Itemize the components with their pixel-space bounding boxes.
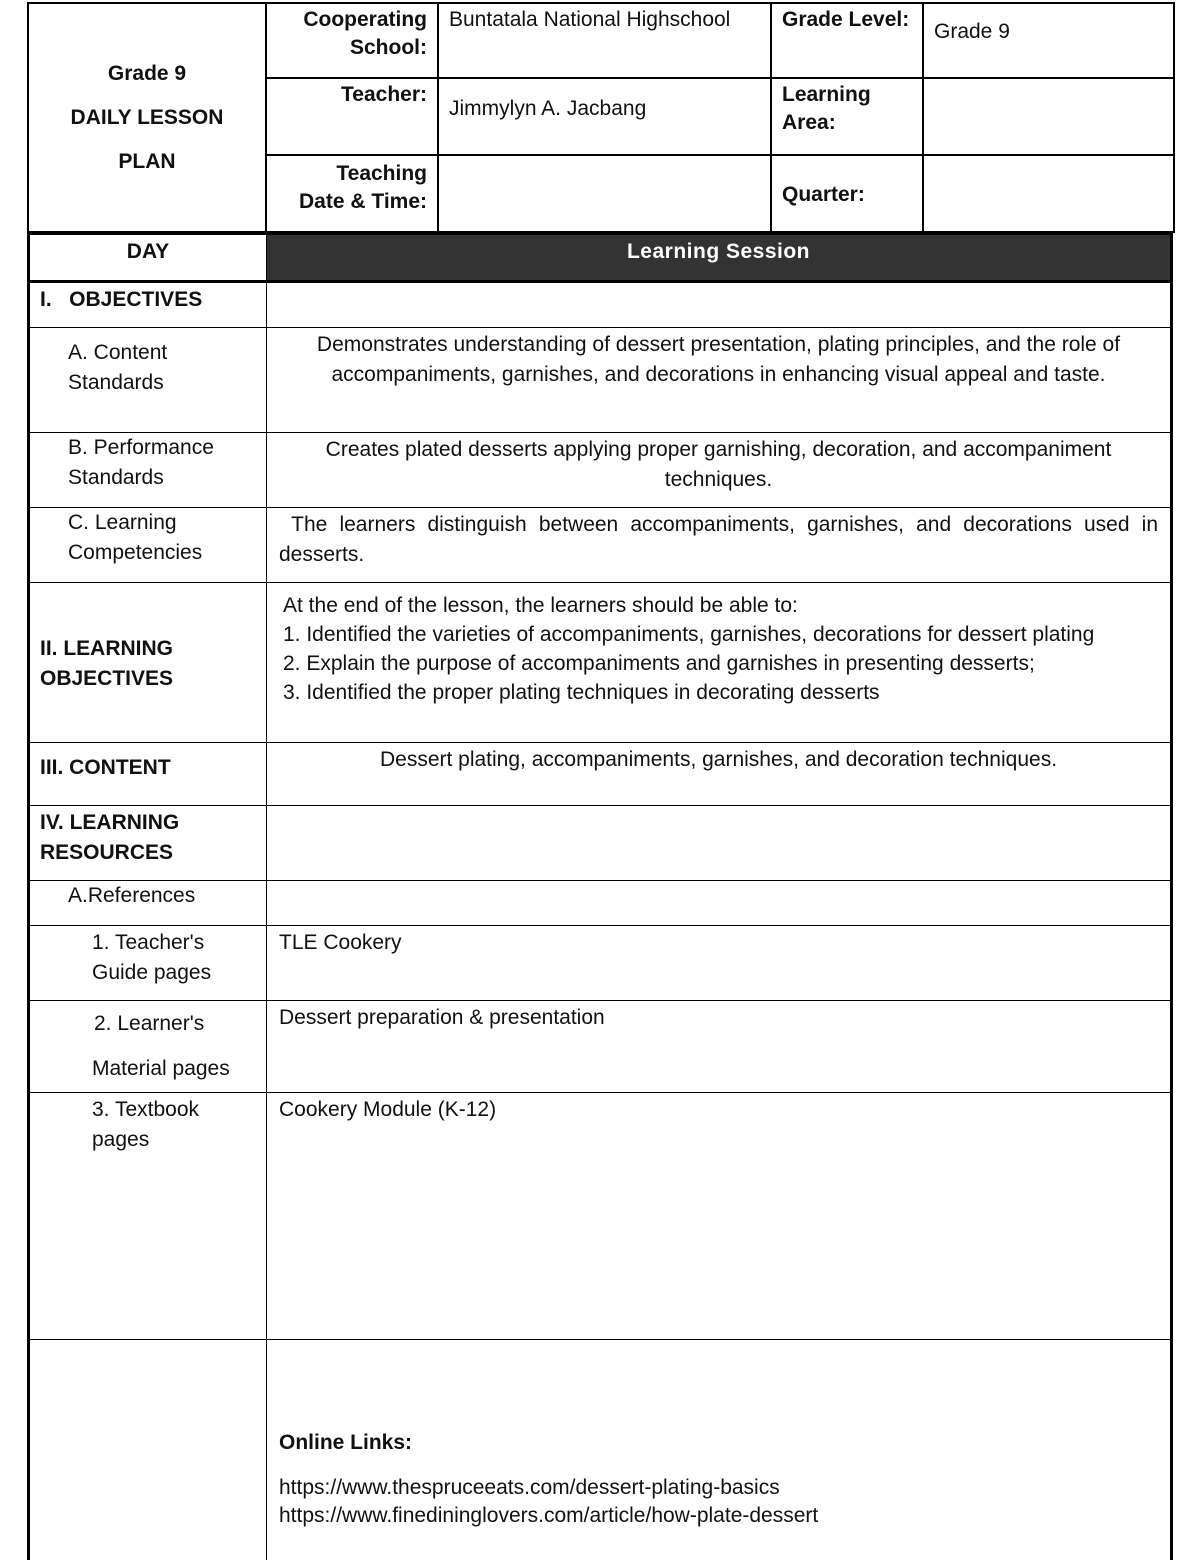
plan-title-daily-lesson: DAILY LESSON: [70, 105, 224, 129]
learning-objective-item-2: 2. Explain the purpose of accompaniments and garnishes in presenting desserts;: [283, 652, 1035, 675]
learning-objective-item-1: 1. Identified the varieties of accompaniments, garnishes, decorations for dessert plating: [283, 623, 1095, 646]
learners-material-row: [29, 1001, 1172, 1093]
learning-area-label: Learning Area:: [771, 78, 923, 155]
quarter-value: [923, 155, 1174, 232]
objectives-heading: I. OBJECTIVES: [29, 282, 267, 328]
teacher-label: Teacher:: [266, 78, 438, 155]
online-links-empty-label-cell: [29, 1340, 267, 1560]
online-links-label: Online Links:: [279, 1431, 413, 1454]
learners-material-label: 2. Learner's Material pages: [29, 1001, 267, 1093]
quarter-label: Quarter:: [771, 155, 923, 232]
content-value: Dessert plating, accompaniments, garnishes, and decoration techniques.: [267, 743, 1172, 806]
references-row: [29, 881, 1172, 926]
textbook-row: [29, 1093, 1172, 1340]
online-link-2[interactable]: https://www.finediningl​overs.com/article/how-plate-dessert: [279, 1504, 819, 1527]
performance-standards-value: Creates plated desserts applying proper garnishing, decoration, and accompaniment techniques.: [267, 433, 1172, 508]
online-link-1[interactable]: https://www.thespruceeats.com/dessert-plating-basics: [279, 1476, 780, 1499]
plan-title-plan: PLAN: [118, 149, 176, 173]
teachers-guide-value: TLE Cookery: [267, 926, 1172, 1001]
learning-objectives-heading: II. LEARNING OBJECTIVES: [29, 583, 267, 743]
content-row: [29, 743, 1172, 806]
learning-objectives-list: [267, 583, 1172, 743]
content-standards-row: [29, 328, 1172, 433]
learners-material-value: Dessert preparation & presentation: [267, 1001, 1172, 1093]
learning-resources-row: [29, 806, 1172, 881]
plan-title-grade: Grade 9: [107, 61, 187, 85]
content-standards-value: Demonstrates understanding of dessert presentation, plating principles, and the role of accompaniments, garnishes, and decorations in enhancing visual appeal and taste.: [267, 328, 1172, 433]
learning-competencies-row: [29, 508, 1172, 583]
references-empty-cell: [267, 881, 1172, 926]
textbook-label: 3. Textbook pages: [29, 1093, 267, 1340]
objectives-row: [29, 282, 1172, 328]
lesson-table: [27, 232, 1173, 1560]
learning-objective-item-3: 3. Identified the proper plating techniques in decorating desserts: [283, 681, 880, 704]
online-links-cell: [267, 1340, 1172, 1560]
teaching-date-label: Teaching Date & Time:: [266, 155, 438, 232]
performance-standards-label: B. Performance Standards: [29, 433, 267, 508]
learning-resources-heading: IV. LEARNING RESOURCES: [29, 806, 267, 881]
textbook-value: Cookery Module (K-12): [267, 1093, 1172, 1340]
cooperating-school-label: Cooperating School:: [266, 3, 438, 78]
teachers-guide-label: 1. Teacher's Guide pages: [29, 926, 267, 1001]
grade-level-label: Grade Level:: [771, 3, 923, 78]
teachers-guide-row: [29, 926, 1172, 1001]
header-table: [27, 2, 1175, 233]
content-heading: III. CONTENT: [29, 743, 267, 806]
learning-area-value: [923, 78, 1174, 155]
cooperating-school-value: Buntatala National Highschool: [438, 3, 771, 78]
performance-standards-row: [29, 433, 1172, 508]
learning-session-header: Learning Session: [267, 234, 1172, 282]
references-label: A.References: [29, 881, 267, 926]
online-links-row: [29, 1340, 1172, 1560]
content-standards-label: A. Content Standards: [29, 328, 267, 433]
objectives-empty-cell: [267, 282, 1172, 328]
day-label: DAY: [29, 234, 267, 282]
teacher-value: Jimmylyn A. Jacbang: [438, 78, 771, 155]
learning-competencies-value: The learners distinguish between accompaniments, garnishes, and decorations used in desserts.: [267, 508, 1172, 583]
learning-competencies-label: C. Learning Competencies: [29, 508, 267, 583]
learning-objectives-intro: At the end of the lesson, the learners should be able to:: [283, 594, 798, 617]
learning-resources-empty-cell: [267, 806, 1172, 881]
plan-title-cell: [28, 3, 266, 232]
grade-level-value: Grade 9: [923, 3, 1174, 78]
learning-objectives-row: [29, 583, 1172, 743]
teaching-date-value: [438, 155, 771, 232]
